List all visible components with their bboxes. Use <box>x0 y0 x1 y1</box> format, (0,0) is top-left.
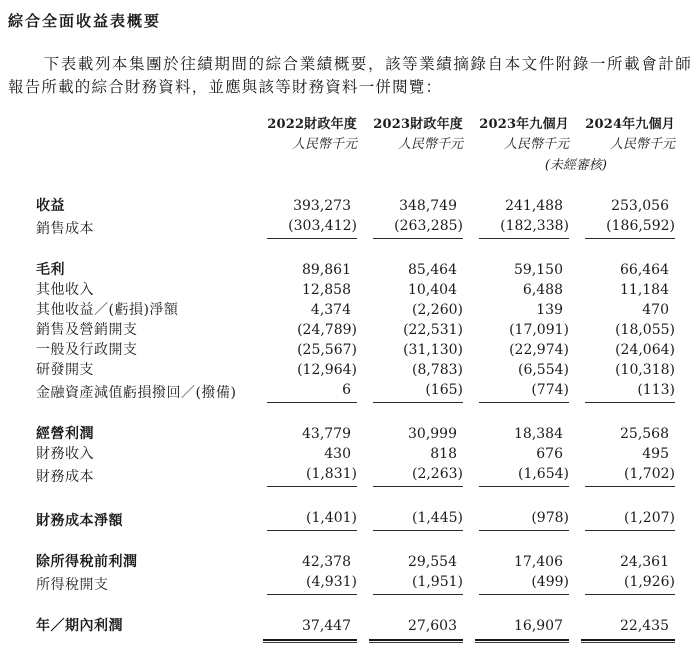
table-row-finance-costs <box>36 464 675 487</box>
cell-value: 16,907 <box>514 618 563 634</box>
cell-value: 25,568 <box>620 426 669 442</box>
cell-value: (8,783) <box>411 362 463 378</box>
note-cell <box>463 155 607 176</box>
row-label: 除所得稅前利潤 <box>36 554 138 570</box>
cell-value: (25,567) <box>297 342 357 358</box>
cell-value: (18,055) <box>615 322 675 338</box>
grand-total-rule-row <box>36 639 675 643</box>
cell-value: 59,150 <box>514 262 563 278</box>
cell-value: 6,488 <box>522 282 563 298</box>
cell-value: (1,702) <box>585 464 675 487</box>
cell-value: (1,445) <box>373 508 463 531</box>
table-row-profit-before-tax <box>36 552 675 572</box>
cell-value: 393,273 <box>293 198 351 214</box>
table-row-revenue <box>36 196 675 216</box>
cell-value: 676 <box>536 446 563 462</box>
column-header-2023-9m: 2023年九個月 <box>479 117 569 132</box>
cell-value: 12,858 <box>302 282 351 298</box>
row-label: 研發開支 <box>36 362 94 378</box>
unaudited-note: (未經審核) <box>544 158 607 173</box>
cell-value: (22,531) <box>403 322 463 338</box>
total-rule <box>357 639 463 643</box>
table-row-general-admin-expenses <box>36 340 675 360</box>
cell-value: (774) <box>479 380 569 403</box>
total-rule <box>569 639 675 643</box>
table-row-other-gains-losses <box>36 300 675 320</box>
cell-value: (303,412) <box>267 216 357 239</box>
cell-value: 37,447 <box>302 618 351 634</box>
row-label: 毛利 <box>36 262 65 278</box>
cell-value: (4,931) <box>267 572 357 595</box>
cell-value: (12,964) <box>297 362 357 378</box>
cell-value: 43,779 <box>302 426 351 442</box>
table-row-net-finance-costs <box>36 508 675 531</box>
cell-value: 29,554 <box>408 554 457 570</box>
cell-value: (113) <box>585 380 675 403</box>
table-row-operating-profit <box>36 424 675 444</box>
cell-value: 10,404 <box>408 282 457 298</box>
cell-value: (17,091) <box>509 322 569 338</box>
table-row-gross-profit <box>36 260 675 280</box>
cell-value: (10,318) <box>615 362 675 378</box>
cell-value: 139 <box>536 302 563 318</box>
row-label: 其他收益／(虧損)淨額 <box>36 302 179 318</box>
row-label: 金融資產減值虧損撥回／(撥備) <box>36 385 237 401</box>
cell-value: (1,926) <box>585 572 675 595</box>
cell-value: (2,263) <box>373 464 463 487</box>
cell-value: (1,401) <box>267 508 357 531</box>
intro-paragraph: 下表載列本集團於往績期間的綜合業績概要，該等業績摘錄自本文件附錄一所載會計師報告所載的綜合財務資料，並應與該等財務資料一併閱覽： <box>8 55 692 96</box>
unit-label: 人民幣千元 <box>291 137 357 152</box>
column-header-2024-9m: 2024年九個月 <box>585 117 675 132</box>
cell-value: (1,207) <box>585 508 675 531</box>
table-header-row <box>36 115 675 135</box>
cell-value: 253,056 <box>611 198 669 214</box>
row-label: 一般及行政開支 <box>36 342 138 358</box>
unit-label: 人民幣千元 <box>397 137 463 152</box>
cell-value: 22,435 <box>620 618 669 634</box>
cell-value: 18,384 <box>514 426 563 442</box>
cell-value: (22,974) <box>509 342 569 358</box>
cell-value: (1,831) <box>267 464 357 487</box>
unaudited-note-row <box>36 155 675 175</box>
row-label: 年／期內利潤 <box>36 618 123 634</box>
table-row-selling-marketing-expenses <box>36 320 675 340</box>
cell-value: 42,378 <box>302 554 351 570</box>
row-label: 銷售及營銷開支 <box>36 322 138 338</box>
cell-value: 348,749 <box>399 198 457 214</box>
row-label: 財務收入 <box>36 446 94 462</box>
row-label: 收益 <box>36 198 65 214</box>
cell-value: 11,184 <box>620 282 669 298</box>
table-row-finance-income <box>36 444 675 464</box>
table-row-rd-expenses <box>36 360 675 380</box>
cell-value: (24,789) <box>297 322 357 338</box>
cell-value: 89,861 <box>302 262 351 278</box>
row-label: 財務成本 <box>36 469 94 485</box>
row-label: 銷售成本 <box>36 221 94 237</box>
column-header-2023-fy: 2023財政年度 <box>373 117 463 132</box>
table-row-income-tax-expense <box>36 572 675 595</box>
cell-value: (1,951) <box>373 572 463 595</box>
column-header-2022-fy: 2022財政年度 <box>267 117 357 132</box>
cell-value: (6,554) <box>517 362 569 378</box>
income-statement-table <box>36 115 675 643</box>
cell-value: (31,130) <box>403 342 463 358</box>
total-rule <box>463 639 569 643</box>
cell-value: 430 <box>324 446 351 462</box>
total-rule <box>251 639 357 643</box>
cell-value: (165) <box>373 380 463 403</box>
cell-value: 66,464 <box>620 262 669 278</box>
page-title: 綜合全面收益表概要 <box>8 12 162 30</box>
table-row-impairment-losses <box>36 380 675 403</box>
cell-value: 30,999 <box>408 426 457 442</box>
row-label: 財務成本淨額 <box>36 513 123 529</box>
cell-value: (186,592) <box>585 216 675 239</box>
unit-label: 人民幣千元 <box>609 137 675 152</box>
cell-value: (263,285) <box>373 216 463 239</box>
row-label: 其他收入 <box>36 282 94 298</box>
cell-value: 470 <box>642 302 669 318</box>
cell-value: 24,361 <box>620 554 669 570</box>
cell-value: 6 <box>267 380 357 403</box>
cell-value: 818 <box>430 446 457 462</box>
row-label: 經營利潤 <box>36 426 94 442</box>
cell-value: 17,406 <box>514 554 563 570</box>
cell-value: (182,338) <box>479 216 569 239</box>
cell-value: 241,488 <box>505 198 563 214</box>
cell-value: 85,464 <box>408 262 457 278</box>
table-row-profit-for-period <box>36 616 675 636</box>
cell-value: 27,603 <box>408 618 457 634</box>
cell-value: (24,064) <box>615 342 675 358</box>
unit-label: 人民幣千元 <box>503 137 569 152</box>
cell-value: (978) <box>479 508 569 531</box>
cell-value: (499) <box>479 572 569 595</box>
table-row-other-income <box>36 280 675 300</box>
row-label: 所得稅開支 <box>36 577 109 593</box>
table-row-cost-of-sales <box>36 216 675 239</box>
cell-value: 495 <box>642 446 669 462</box>
cell-value: 4,374 <box>310 302 351 318</box>
cell-value: (2,260) <box>411 302 463 318</box>
unit-row <box>36 135 675 155</box>
cell-value: (1,654) <box>479 464 569 487</box>
